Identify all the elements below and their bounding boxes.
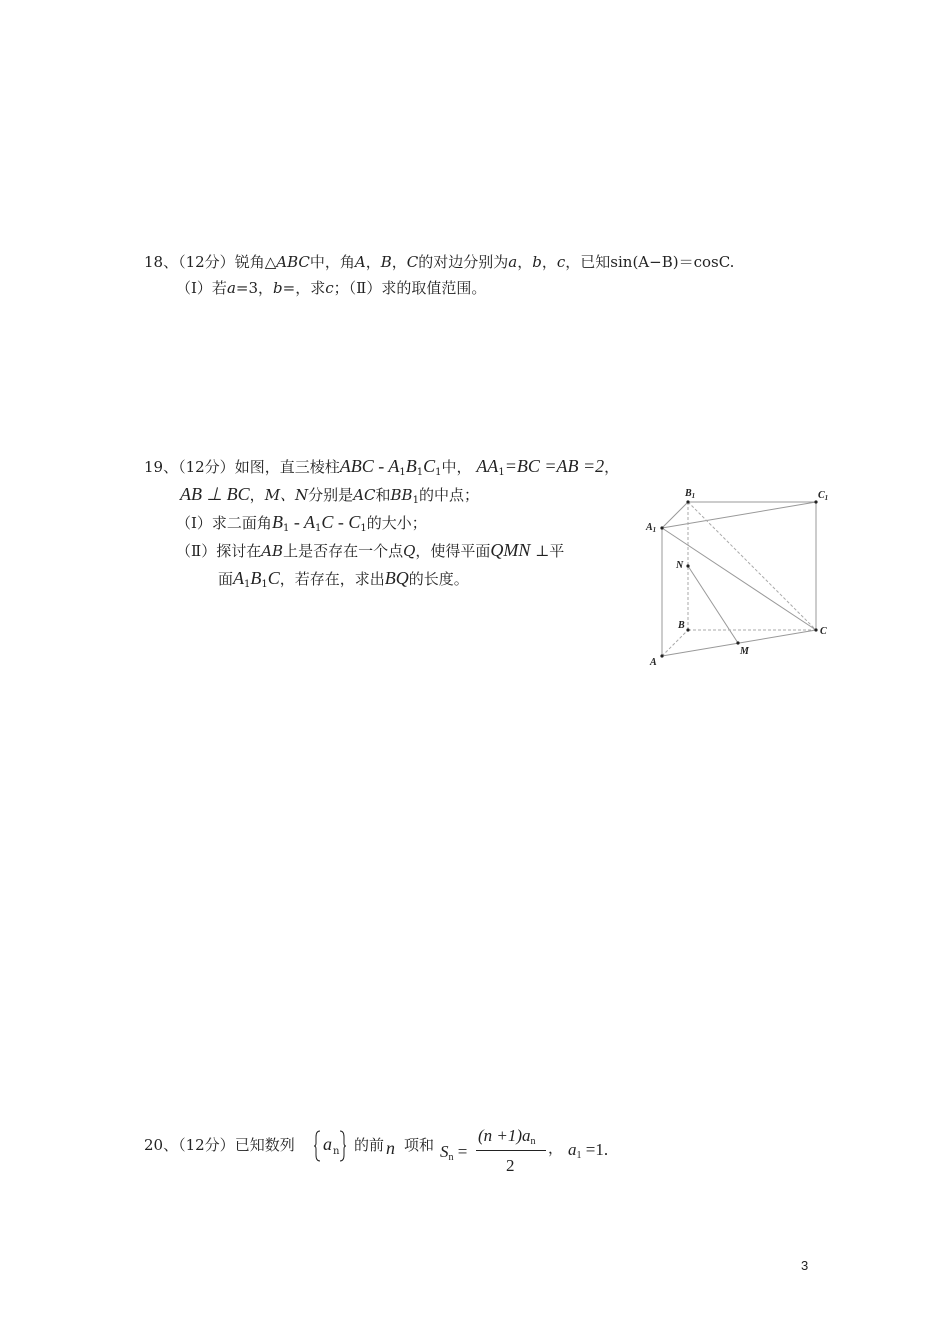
q20-stem-b	[354, 1135, 384, 1155]
q19-plane2: B	[250, 568, 262, 588]
edge-nm	[688, 566, 738, 643]
q19-line4	[176, 540, 564, 561]
q19-line2	[180, 484, 479, 511]
q20-a1-var: a	[568, 1140, 577, 1159]
page-number: 3	[801, 1258, 809, 1273]
q19-sub: 1	[435, 467, 442, 478]
q20-number: 20、	[144, 1136, 179, 1154]
q18-part1-eq: =3，	[235, 279, 274, 297]
edge-a1c	[662, 528, 816, 630]
q18-part1-b: b	[273, 279, 283, 297]
q18-text: 的对边分别为	[418, 253, 509, 271]
point-c	[814, 628, 817, 631]
q18-side-a: a	[508, 253, 518, 271]
label-a: A	[650, 657, 657, 668]
q18-angle-b: B	[380, 253, 392, 271]
q19-score: （12分）	[178, 458, 235, 476]
q20-score: （12分）	[178, 1136, 235, 1154]
q20-text: 已知数列	[234, 1136, 295, 1154]
q19-dihedral: B	[271, 512, 283, 532]
q20-sequence	[313, 1129, 347, 1163]
q20-line1	[144, 1135, 295, 1155]
q19-text: 的长度。	[408, 570, 469, 588]
q19-prism: B	[405, 456, 417, 476]
edge-b1c-hidden	[688, 502, 816, 630]
q20-end: .	[603, 1140, 609, 1159]
q19-bb1: BB	[390, 486, 413, 504]
q19-dihedral: C - C	[321, 512, 361, 532]
q19-prism: C	[423, 456, 436, 476]
label-a1: $A_1$	[646, 522, 657, 534]
point-a1	[660, 526, 663, 529]
q19-q: Q	[403, 542, 416, 560]
q19-ab: AB	[261, 542, 284, 560]
q18-side-c: c	[556, 253, 566, 271]
q19-text: ，	[604, 458, 620, 476]
q19-part1-label: （Ⅰ）求二面角	[176, 514, 272, 532]
point-b1	[686, 500, 689, 503]
q20-eq: =	[457, 1142, 468, 1161]
point-m	[736, 641, 739, 644]
q19-text: 的中点；	[418, 486, 479, 504]
q18-sep: ，	[517, 253, 533, 271]
fraction-bar	[476, 1150, 546, 1151]
label-c: C	[820, 626, 827, 637]
q19-text: 中，	[441, 458, 472, 476]
q19-line1	[144, 456, 619, 483]
q19-eq: =BC =AB =2	[504, 456, 605, 476]
q19-sub: 1	[282, 523, 290, 534]
q19-prism: ABC - A	[339, 456, 400, 476]
point-a	[660, 654, 663, 657]
q20-a1	[568, 1140, 608, 1161]
label-c1: $C_1$	[818, 490, 829, 502]
q19-sub: 1	[261, 579, 268, 590]
q19-text: 上是否存在一个点	[283, 542, 404, 560]
q19-text: 和	[375, 486, 391, 504]
label-b1: $B_1$	[685, 488, 696, 500]
q20-text: 项和	[404, 1136, 435, 1154]
q19-sub: 1	[412, 495, 419, 506]
q19-sub: 1	[244, 579, 251, 590]
q20-text: ，	[548, 1139, 564, 1157]
q18-sep: ，	[365, 253, 381, 271]
q20-seq-sub: n	[333, 1146, 340, 1157]
q19-plane2: A	[233, 568, 245, 588]
q20-num-sub: n	[530, 1136, 536, 1147]
q20-den: 2	[506, 1156, 515, 1175]
q20-denominator	[506, 1156, 515, 1176]
q20-a1-eq: =1	[585, 1140, 604, 1159]
point-n	[686, 564, 689, 567]
q19-perp: AB ⊥ BC	[180, 484, 250, 504]
prism-figure	[640, 484, 840, 674]
q18-score: （12分）	[178, 253, 235, 271]
label-b: B	[678, 620, 685, 631]
q20-numerator	[478, 1126, 536, 1147]
q20-text: 的前	[354, 1136, 385, 1154]
q18-line1	[144, 252, 734, 272]
q19-text: ⊥平	[535, 542, 565, 560]
q18-sep: ，	[391, 253, 407, 271]
q18-sep: ，	[541, 253, 557, 271]
q18-part1-a: a	[226, 279, 236, 297]
q18-angle-c: C	[406, 253, 419, 271]
edge-a1c1	[662, 502, 816, 528]
q18-part1-label: （Ⅰ）若	[176, 279, 227, 297]
q18-part1-c: c	[325, 279, 334, 297]
q20-sn	[440, 1142, 467, 1163]
q19-sub: 1	[498, 467, 505, 478]
q19-line5	[218, 568, 469, 595]
q19-sub: 1	[416, 467, 424, 478]
q19-number: 19、	[144, 458, 179, 476]
q19-text: 如图，直三棱柱	[234, 458, 340, 476]
q18-triangle: ABC	[276, 253, 310, 271]
q19-plane: QMN	[490, 540, 531, 560]
q20-comma	[548, 1138, 563, 1158]
q19-plane2: C	[267, 568, 280, 588]
q19-text: ，	[249, 486, 265, 504]
q19-sub: 1	[314, 523, 322, 534]
q18-part1-eq: =，求	[282, 279, 326, 297]
q19-bq: BQ	[384, 568, 409, 588]
q18-side-b: b	[532, 253, 542, 271]
q20-n-var: n	[386, 1138, 395, 1158]
point-b	[686, 628, 689, 631]
label-m: M	[740, 646, 749, 657]
q19-text: ，若存在，求出	[279, 570, 385, 588]
q19-mn: M、N	[264, 486, 309, 504]
q20-num: (n +1)a	[478, 1126, 531, 1145]
q19-part2-label: （Ⅱ）探讨在	[176, 542, 262, 560]
q20-s-sub: n	[448, 1152, 454, 1163]
q19-dihedral: - A	[289, 512, 315, 532]
q20-s: S	[440, 1142, 449, 1161]
q18-number: 18、	[144, 253, 179, 271]
q18-part1-end: ；	[333, 279, 349, 297]
q18-text: ，已知	[565, 253, 611, 271]
q20-seq-a: a	[323, 1134, 332, 1154]
q20-n	[386, 1138, 395, 1159]
q19-text: ，使得平面	[415, 542, 491, 560]
q19-text: 的大小；	[366, 514, 427, 532]
q18-part2: （Ⅱ）求的取值范围。	[348, 279, 487, 297]
q18-line2	[176, 278, 486, 298]
q18-text: 锐角△	[234, 253, 277, 271]
q18-angle-a: A	[354, 253, 366, 271]
label-n: N	[676, 560, 684, 571]
q19-text: 分别是	[308, 486, 354, 504]
q19-eq: AA	[476, 456, 499, 476]
q19-ac: AC	[353, 486, 376, 504]
q20-stem-c	[404, 1135, 434, 1155]
q19-line3	[176, 512, 427, 539]
q19-text: 面	[218, 570, 234, 588]
q18-text: 中，角	[309, 253, 355, 271]
q19-sub: 1	[360, 523, 367, 534]
q19-sub: 1	[399, 467, 406, 478]
q20-a1-sub: 1	[576, 1150, 582, 1161]
q18-condition: sin(A−B)＝cosC.	[610, 253, 735, 271]
